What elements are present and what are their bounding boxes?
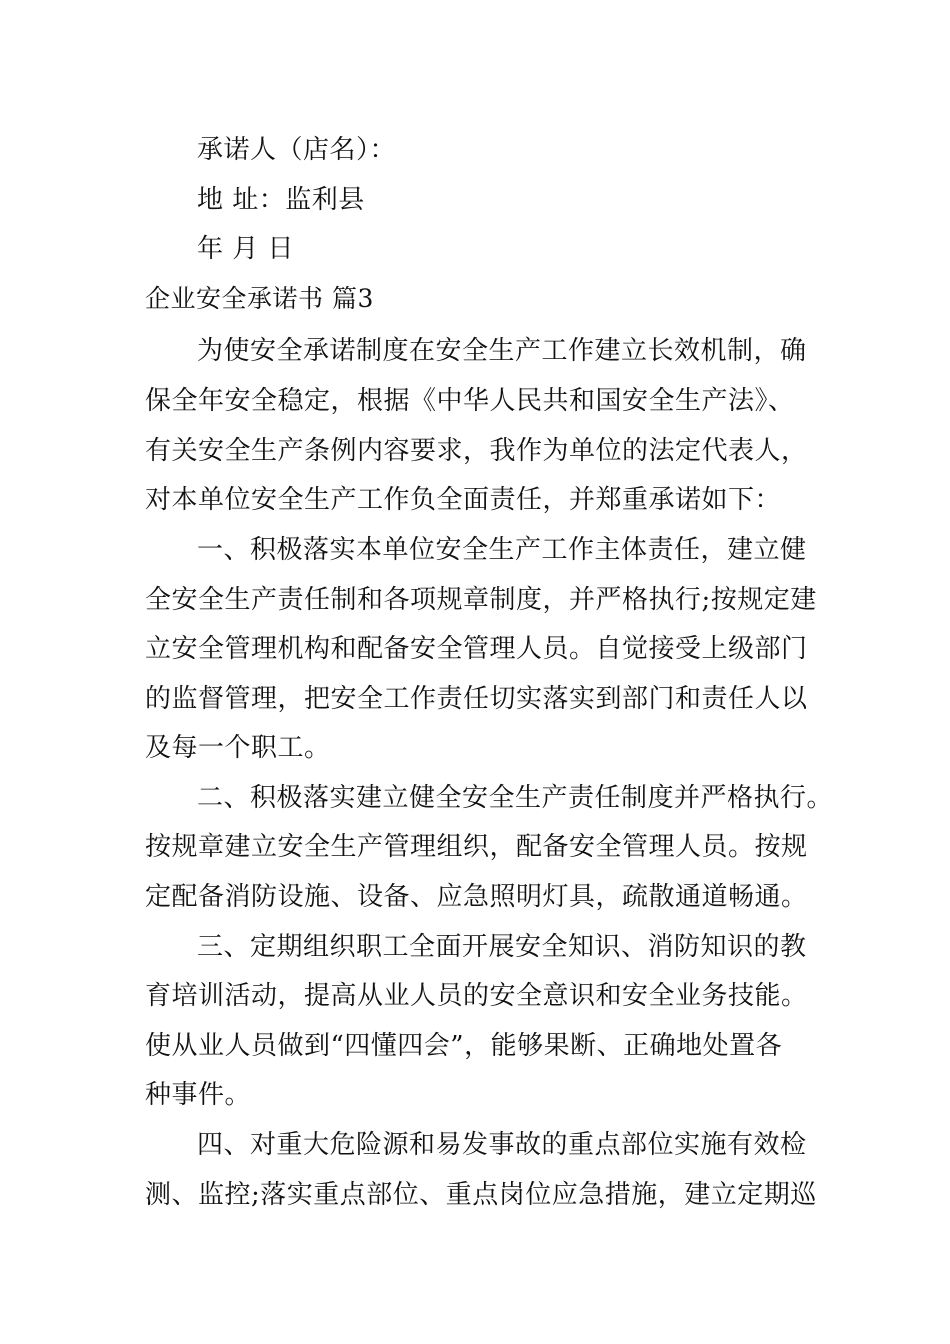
paragraph-line: 立安全管理机构和配备安全管理人员。自觉接受上级部门 [145,634,808,664]
paragraph-line: 对本单位安全生产工作负全面责任，并郑重承诺如下： [145,485,782,515]
paragraph-line: 使从业人员做到“四懂四会”，能够果断、正确地处置各 [145,1031,783,1061]
paragraph-line: 二、积极落实建立健全安全生产责任制度并严格执行。 [197,783,834,813]
paragraph-line: 一、积极落实本单位安全生产工作主体责任，建立健 [197,535,807,565]
paragraph-line: 育培训活动，提高从业人员的安全意识和安全业务技能。 [145,981,808,1011]
paragraph-line: 保全年安全稳定，根据《中华人民共和国安全生产法》、 [145,386,795,416]
address-line: 地 址：监利县 [197,185,365,215]
paragraph-line: 的监督管理，把安全工作责任切实落实到部门和责任人以 [145,684,808,714]
paragraph-line: 测、监控;落实重点部位、重点岗位应急措施，建立定期巡 [145,1180,817,1210]
date-line: 年 月 日 [197,234,295,264]
paragraph-line: 按规章建立安全生产管理组织，配备安全管理人员。按规 [145,832,808,862]
paragraph-line: 四、对重大危险源和易发事故的重点部位实施有效检 [197,1130,807,1160]
paragraph-line: 及每一个职工。 [145,733,331,763]
paragraph-line: 为使安全承诺制度在安全生产工作建立长效机制，确 [197,336,807,366]
paragraph-line: 有关安全生产条例内容要求，我作为单位的法定代表人， [145,436,808,466]
section-title: 企业安全承诺书 篇3 [145,284,374,313]
paragraph-line: 全安全生产责任制和各项规章制度，并严格执行;按规定建 [145,585,817,615]
promisor-line: 承诺人（店名）： [197,135,397,165]
paragraph-line: 三、定期组织职工全面开展安全知识、消防知识的教 [197,932,807,962]
paragraph-line: 定配备消防设施、设备、应急照明灯具，疏散通道畅通。 [145,882,808,912]
paragraph-line: 种事件。 [145,1080,252,1110]
